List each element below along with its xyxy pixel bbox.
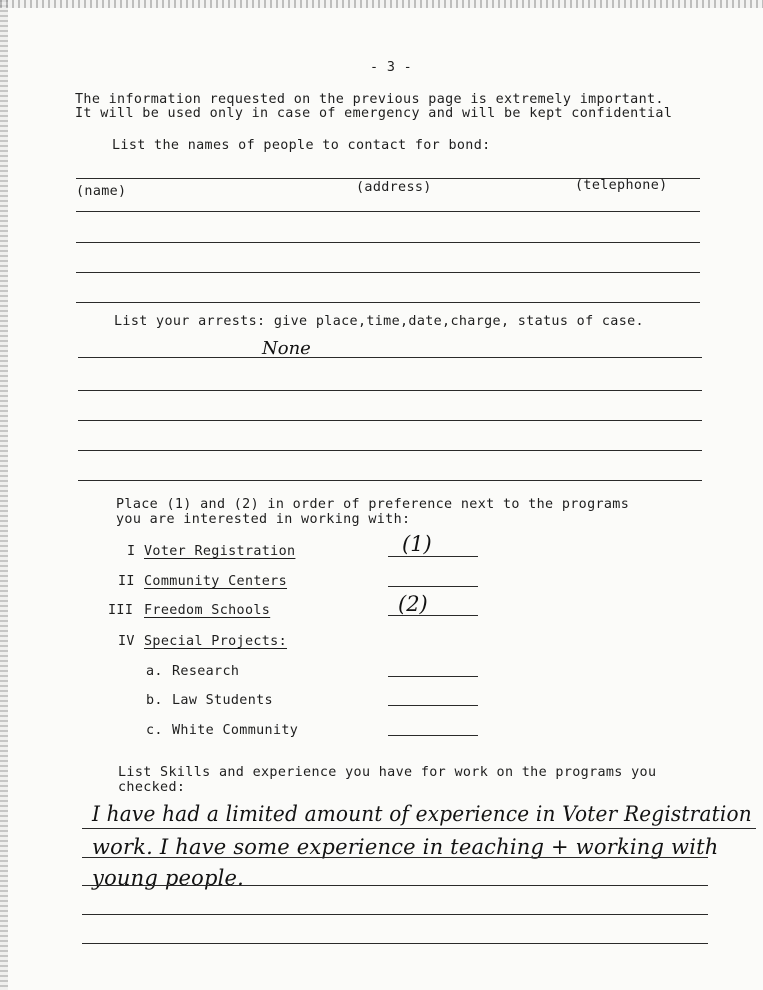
program-preference-blank	[388, 586, 478, 587]
skills-answer-line-3: young people.	[92, 866, 245, 890]
program-freedom-schools: Freedom Schools	[144, 603, 271, 618]
program-preference-blank	[388, 615, 478, 616]
skills-prompt-line-1: List Skills and experience you have for work on the programs you	[118, 765, 657, 780]
subprogram-research: Research	[172, 664, 240, 679]
skills-entry-line	[82, 828, 756, 829]
bond-prompt: List the names of people to contact for bond:	[112, 138, 491, 153]
subprogram-letter: b.	[146, 693, 163, 708]
program-preference-mark: (1)	[402, 532, 432, 556]
bond-column-telephone: (telephone)	[575, 178, 668, 193]
program-voter-registration: Voter Registration	[144, 544, 296, 559]
subprogram-white-community: White Community	[172, 723, 299, 738]
bond-entry-line	[76, 272, 700, 273]
arrests-prompt: List your arrests: give place,time,date,charge, status of case.	[114, 314, 644, 329]
subprogram-law-students: Law Students	[172, 693, 273, 708]
skills-answer-line-2: work. I have some experience in teaching + working with	[92, 835, 719, 859]
program-preference-mark: (2)	[398, 592, 428, 616]
program-special-projects: Special Projects:	[144, 634, 288, 649]
program-numeral: II	[118, 574, 135, 589]
program-preference-blank	[388, 705, 478, 706]
skills-entry-line	[82, 857, 708, 858]
arrests-entry-line	[78, 480, 702, 481]
program-numeral: III	[108, 603, 134, 618]
skills-entry-line	[82, 943, 708, 944]
skills-answer-line-1: I have had a limited amount of experience in Voter Registration	[92, 802, 752, 826]
arrests-entry-line	[78, 390, 702, 391]
programs-prompt-line-2: you are interested in working with:	[116, 512, 411, 527]
subprogram-letter: c.	[146, 723, 163, 738]
arrests-answer: None	[262, 338, 311, 359]
intro-line-1: The information requested on the previous page is extremely important.	[75, 92, 664, 107]
skills-prompt-line-2: checked:	[118, 780, 186, 795]
program-numeral: IV	[118, 634, 135, 649]
bond-entry-line	[76, 211, 700, 212]
bond-column-name: (name)	[76, 184, 127, 199]
program-preference-blank	[388, 556, 478, 557]
program-preference-blank	[388, 676, 478, 677]
page-number: - 3 -	[370, 60, 413, 75]
bond-entry-line	[76, 242, 700, 243]
program-community-centers: Community Centers	[144, 574, 288, 589]
program-numeral: I	[127, 544, 136, 559]
arrests-entry-line	[78, 420, 702, 421]
scan-edge-left	[0, 0, 8, 990]
arrests-entry-line	[78, 357, 702, 358]
program-preference-blank	[388, 735, 478, 736]
programs-prompt-line-1: Place (1) and (2) in order of preference next to the programs	[116, 497, 630, 512]
skills-entry-line	[82, 885, 708, 886]
bond-entry-line	[76, 302, 700, 303]
intro-line-2: It will be used only in case of emergency and will be kept confidential	[75, 106, 673, 121]
bond-column-address: (address)	[356, 180, 432, 195]
arrests-entry-line	[78, 450, 702, 451]
scan-edge-top	[0, 0, 763, 8]
subprogram-letter: a.	[146, 664, 163, 679]
skills-entry-line	[82, 914, 708, 915]
